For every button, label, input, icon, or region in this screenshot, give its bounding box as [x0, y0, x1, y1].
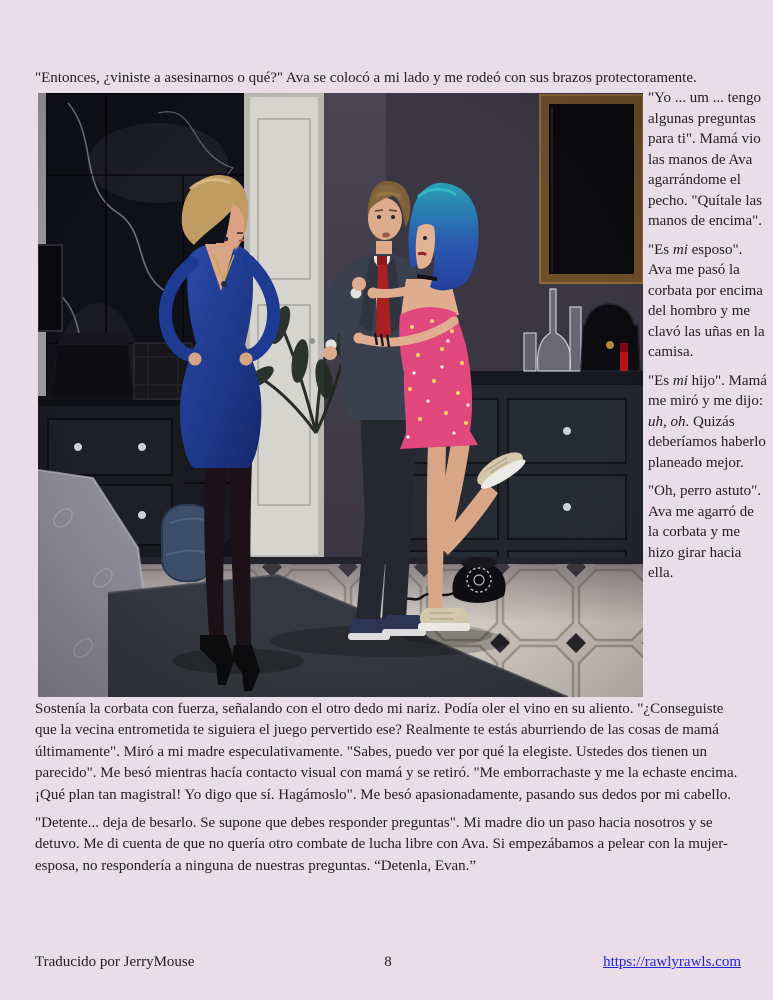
intro-paragraph: [35, 68, 747, 89]
side-text-column: [648, 88, 768, 592]
italic-text-run: mi: [672, 372, 688, 389]
paragraph: [35, 699, 747, 806]
paragraph: [648, 240, 768, 363]
text-run: "Oh, perro astuto". Ava me agarró de la corbata y me hizo girar hacia ella.: [648, 483, 762, 581]
translator-credit: Traducido por JerryMouse: [35, 954, 195, 970]
italic-text-run: uh: [648, 413, 663, 430]
site-link[interactable]: https://rawlyrawls.com: [603, 954, 741, 970]
text-run: esposo". Ava me pasó la corbata por encima del hombro y me clavó las uñas en la camisa.: [648, 241, 765, 360]
text-run: "Es: [648, 241, 673, 258]
intro-text-run: "Entonces, ¿viniste a asesinarnos o qué?" Ava se colocó a mi lado y me rodeó con sus brazos protectoramente.: [35, 70, 697, 86]
story-illustration: [38, 93, 643, 697]
italic-text-run: mi: [672, 241, 688, 258]
vignette-overlay: [38, 93, 643, 697]
paragraph: [648, 371, 768, 474]
paragraph: [648, 481, 768, 584]
page-number: 8: [384, 954, 392, 970]
paragraph: [35, 813, 747, 877]
text-run: . Quizás deberíamos haberlo planeado mejor.: [648, 413, 766, 471]
paragraph: [648, 88, 768, 232]
text-run: "Detente... deja de besarlo. Se supone que debes responder preguntas". Mi madre dio un paso hacia nosotros y se detuvo. Me di cuenta de que no quería otro combate de lucha libre con Ava. Si empezábamos a pelear con la mujer-esposa, no respondería a ninguna de nuestras preguntas. “Detenla, Evan.”: [35, 815, 728, 874]
page-footer: [35, 954, 741, 976]
text-run: "Yo ... um ... tengo algunas preguntas para ti". Mamá vio las manos de Ava agarrándome el pecho. "Quítale las manos de encima".: [648, 90, 763, 229]
text-run: "Es: [648, 372, 673, 389]
text-run: Sostenía la corbata con fuerza, señalando con el otro dedo mi nariz. Podía oler el vino en su aliento. "¿Conseguiste que la vecina entrometida te siguiera el juego pervertido ese? Realmente te estás aburriendo de las cosas de mamá últimamente". Miró a mi madre especulativamente. "Sabes, puedo ver por qué la elegiste. Ustedes dos tienen un parecido". Me besó mientras hacía contacto visual con mamá y se retiró. "Me emborrachaste y me la echaste encima. ¡Qué plan tan magistral! Yo digo que sí. Hagámoslo". Me besó apasionadamente, pasando sus dedos por mi cabello.: [35, 701, 738, 803]
text-run: hijo". Mamá me miró y me dijo:: [648, 372, 767, 409]
body-text-block: [35, 699, 747, 884]
text-run: ,: [663, 413, 671, 430]
italic-text-run: oh: [670, 413, 686, 430]
